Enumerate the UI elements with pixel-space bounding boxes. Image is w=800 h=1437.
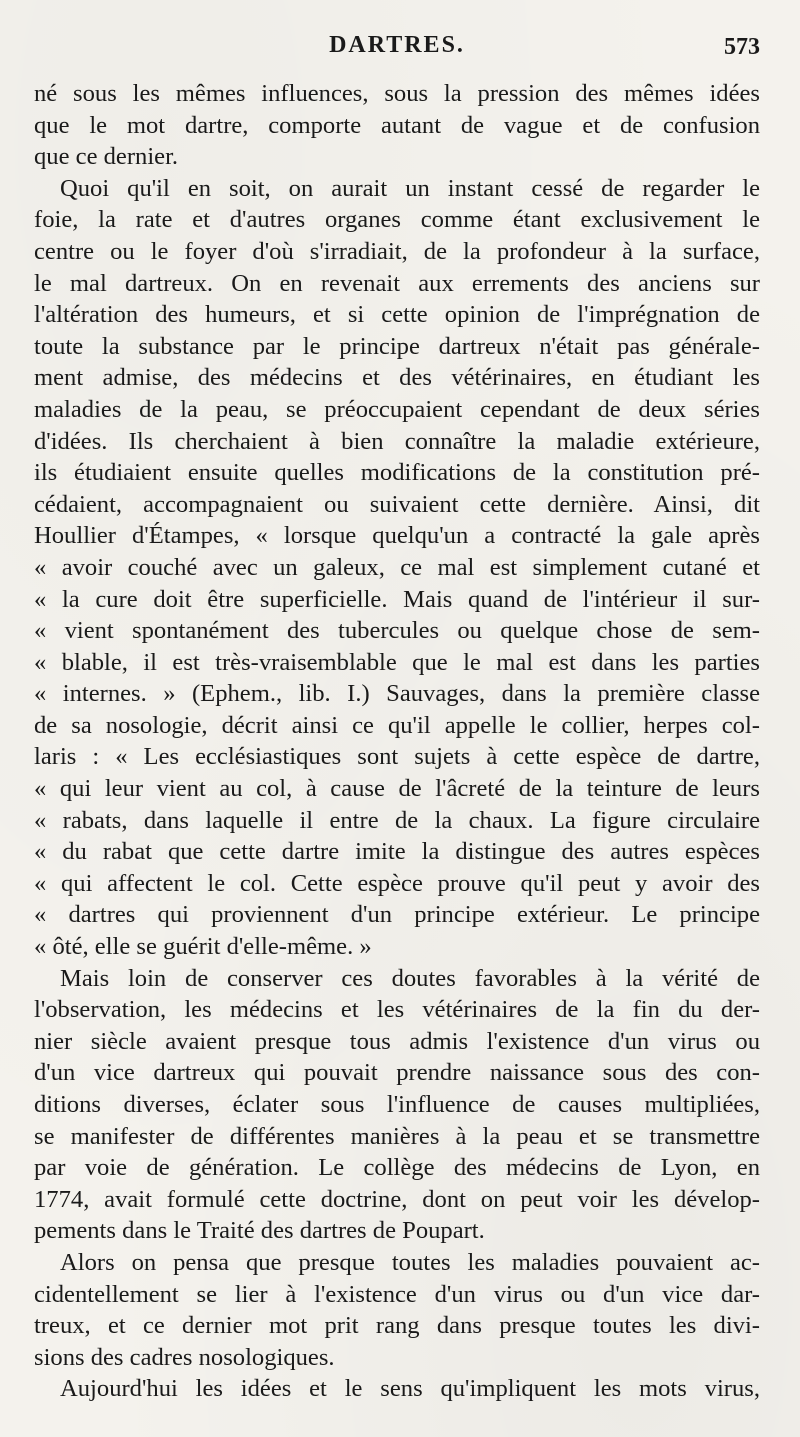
text-line: Quoi qu'il en soit, on aurait un instant cessé de regarder le	[60, 174, 760, 202]
text-line: le mal dartreux. On en revenait aux errements des anciens sur	[34, 269, 760, 297]
text-line: toute la substance par le principe dartreux n'était pas générale-	[34, 332, 760, 360]
text-line: sions des cadres nosologiques.	[34, 1343, 335, 1371]
text-line: Aujourd'hui les idées et le sens qu'impliquent les mots virus,	[60, 1375, 760, 1403]
text-line: foie, la rate et d'autres organes comme étant exclusivement le	[34, 206, 760, 234]
text-line: l'observation, les médecins et les vétérinaires de la fin du der-	[34, 996, 760, 1024]
text-line: centre ou le foyer d'où s'irradiait, de la profondeur à la surface,	[34, 237, 760, 265]
text-line: « internes. » (Ephem., lib. I.) Sauvages, dans la première classe	[34, 680, 760, 708]
text-line: ditions diverses, éclater sous l'influence de causes multipliées,	[34, 1091, 760, 1118]
text-line: « qui affectent le col. Cette espèce prouve qu'il peut y avoir des	[34, 869, 760, 897]
text-line: 1774, avait formulé cette doctrine, dont on peut voir les dévelop-	[34, 1185, 760, 1213]
text-line: « la cure doit être superficielle. Mais quand de l'intérieur il sur-	[34, 585, 760, 613]
text-line: treux, et ce dernier mot prit rang dans presque toutes les divi-	[34, 1312, 760, 1340]
text-line: laris : « Les ecclésiastiques sont sujets à cette espèce de dartre,	[34, 743, 760, 771]
text-line: cidentellement se lier à l'existence d'un virus ou d'un vice dar-	[34, 1280, 760, 1308]
text-line: pements dans le Traité des dartres de Poupart.	[34, 1217, 485, 1245]
text-line: Mais loin de conserver ces doutes favorables à la vérité de	[60, 964, 760, 992]
text-line: que ce dernier.	[34, 143, 179, 171]
running-title: DARTRES.	[329, 32, 465, 58]
text-line: maladies de la peau, se préoccupaient cependant de deux séries	[34, 395, 760, 423]
text-line: Houllier d'Étampes, « lorsque quelqu'un a contracté la gale après	[34, 522, 760, 550]
text-line: Alors on pensa que presque toutes les maladies pouvaient ac-	[60, 1248, 760, 1276]
body-text	[34, 78, 760, 1405]
text-line: né sous les mêmes influences, sous la pression des mêmes idées	[34, 80, 760, 107]
running-head	[34, 22, 760, 66]
text-line: « vient spontanément des tubercules ou quelque chose de sem-	[34, 617, 760, 645]
text-line: d'un vice dartreux qui pouvait prendre naissance sous des con-	[34, 1059, 760, 1087]
text-line: l'altération des humeurs, et si cette opinion de l'imprégnation de	[34, 301, 760, 329]
text-line: nier siècle avaient presque tous admis l'existence d'un virus ou	[34, 1027, 760, 1055]
text-line: d'idées. Ils cherchaient à bien connaître la maladie extérieure,	[34, 427, 760, 455]
text-line: « avoir couché avec un galeux, ce mal est simplement cutané et	[34, 553, 760, 581]
text-line: cédaient, accompagnaient ou suivaient cette dernière. Ainsi, dit	[34, 490, 760, 518]
text-line: ils étudiaient ensuite quelles modifications de la constitution pré-	[34, 459, 760, 487]
text-line: que le mot dartre, comporte autant de vague et de confusion	[34, 111, 760, 139]
text-line: « rabats, dans laquelle il entre de la chaux. La figure circulaire	[34, 806, 760, 834]
text-line: se manifester de différentes manières à la peau et se transmettre	[34, 1122, 760, 1150]
text-line: « dartres qui proviennent d'un principe extérieur. Le principe	[34, 901, 760, 929]
text-line: « blable, il est très-vraisemblable que le mal est dans les parties	[34, 648, 760, 676]
text-line: de sa nosologie, décrit ainsi ce qu'il appelle le collier, herpes col-	[34, 711, 760, 739]
text-line: « du rabat que cette dartre imite la distingue des autres espèces	[34, 838, 760, 866]
text-line: « qui leur vient au col, à cause de l'âcreté de la teinture de leurs	[34, 775, 760, 803]
text-line: par voie de génération. Le collège des médecins de Lyon, en	[34, 1154, 760, 1182]
text-line: « ôté, elle se guérit d'elle-même. »	[34, 933, 372, 961]
text-line: ment admise, des médecins et des vétérinaires, en étudiant les	[34, 364, 760, 392]
page-number: 573	[724, 34, 760, 60]
